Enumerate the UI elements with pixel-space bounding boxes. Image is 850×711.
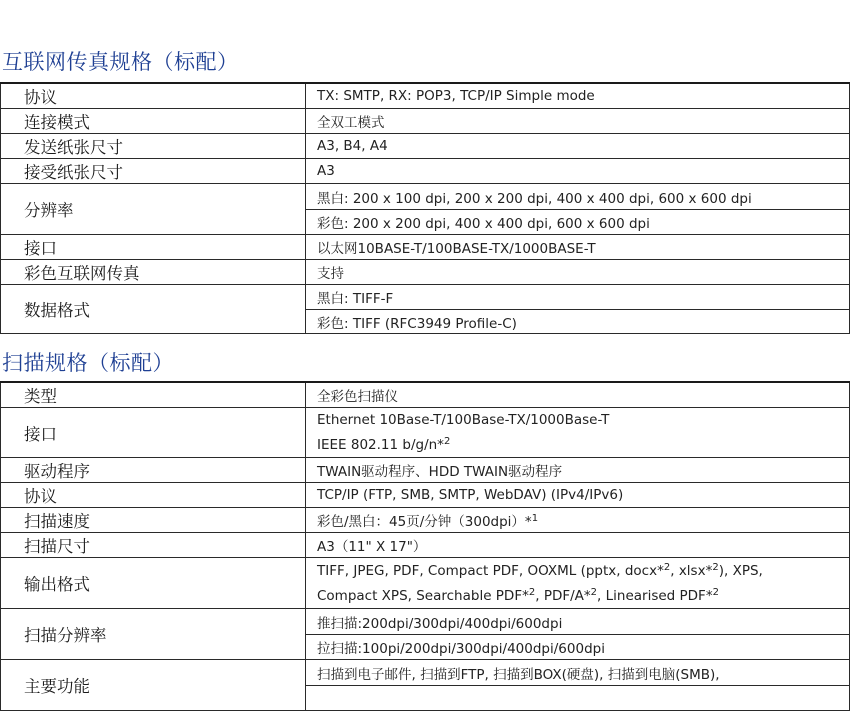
row-value-text: IEEE 802.11 b/g/n* bbox=[317, 437, 444, 454]
row-value bbox=[306, 584, 850, 609]
row-label: 分辨率 bbox=[1, 184, 306, 235]
row-label: 输出格式 bbox=[1, 558, 306, 609]
table-row bbox=[1, 408, 850, 433]
table-row bbox=[1, 109, 850, 134]
row-label: 类型 bbox=[1, 382, 306, 408]
row-value: TCP/IP (FTP, SMB, SMTP, WebDAV) (IPv4/IPv6) bbox=[306, 483, 850, 508]
row-value: A3, B4, A4 bbox=[306, 134, 850, 159]
row-label: 主要功能 bbox=[1, 660, 306, 711]
row-value: TX: SMTP, RX: POP3, TCP/IP Simple mode bbox=[306, 83, 850, 109]
row-value bbox=[306, 686, 850, 711]
row-label: 数据格式 bbox=[1, 285, 306, 334]
table-row bbox=[1, 458, 850, 483]
row-value: 扫描到电子邮件, 扫描到FTP, 扫描到BOX(硬盘), 扫描到电脑(SMB), bbox=[306, 660, 850, 686]
row-value bbox=[306, 558, 850, 584]
row-label: 接口 bbox=[1, 235, 306, 260]
footnote-mark: 2 bbox=[528, 587, 536, 599]
table-row bbox=[1, 533, 850, 558]
row-value bbox=[306, 508, 850, 533]
footnote-mark: 2 bbox=[712, 587, 719, 599]
row-value: A3 bbox=[306, 159, 850, 184]
row-label: 扫描分辨率 bbox=[1, 609, 306, 660]
table-row bbox=[1, 508, 850, 533]
row-label: 扫描速度 bbox=[1, 508, 306, 533]
scan-spec-table bbox=[0, 381, 850, 711]
row-value: 彩色: TIFF (RFC3949 Profile-C) bbox=[306, 310, 850, 334]
row-value-text: 彩色/黑白：45页/分钟（300dpi）* bbox=[317, 514, 532, 530]
row-value: 彩色: 200 x 200 dpi, 400 x 400 dpi, 600 x 600 dpi bbox=[306, 210, 850, 235]
footnote-mark: 2 bbox=[443, 436, 451, 448]
row-value-text: , xlsx* bbox=[670, 563, 713, 580]
footnote-mark: 2 bbox=[590, 587, 598, 599]
table-row bbox=[1, 483, 850, 508]
table-row bbox=[1, 260, 850, 285]
row-value-text: , PDF/A* bbox=[535, 588, 591, 605]
row-value: Ethernet 10Base-T/100Base-TX/1000Base-T bbox=[306, 408, 850, 433]
row-label: 连接模式 bbox=[1, 109, 306, 134]
row-value-text: ), XPS, bbox=[718, 563, 763, 580]
footnote-mark: 2 bbox=[712, 562, 719, 574]
table-row bbox=[1, 83, 850, 109]
row-label: 彩色互联网传真 bbox=[1, 260, 306, 285]
footnote-mark: 2 bbox=[663, 562, 671, 574]
row-label: 接受纸张尺寸 bbox=[1, 159, 306, 184]
row-value: 黑白: TIFF-F bbox=[306, 285, 850, 310]
table-row bbox=[1, 660, 850, 686]
row-label: 发送纸张尺寸 bbox=[1, 134, 306, 159]
table-row bbox=[1, 134, 850, 159]
row-value: TWAIN驱动程序、HDD TWAIN驱动程序 bbox=[306, 458, 850, 483]
row-value: A3（11" X 17"） bbox=[306, 533, 850, 558]
row-value: 全彩色扫描仪 bbox=[306, 382, 850, 408]
table-row bbox=[1, 558, 850, 584]
row-value: 全双工模式 bbox=[306, 109, 850, 134]
row-label: 扫描尺寸 bbox=[1, 533, 306, 558]
row-value bbox=[306, 433, 850, 458]
row-label: 接口 bbox=[1, 408, 306, 458]
fax-section-title: 互联网传真规格（标配） bbox=[2, 50, 239, 74]
row-value-text: TIFF, JPEG, PDF, Compact PDF, OOXML (pptx, docx* bbox=[317, 563, 664, 580]
footnote-mark: 1 bbox=[531, 513, 539, 524]
row-value: 推扫描:200dpi/300dpi/400dpi/600dpi bbox=[306, 609, 850, 635]
table-row bbox=[1, 285, 850, 310]
fax-spec-table bbox=[0, 82, 850, 334]
table-row bbox=[1, 235, 850, 260]
row-label: 协议 bbox=[1, 483, 306, 508]
row-label: 驱动程序 bbox=[1, 458, 306, 483]
row-value-text: , Linearised PDF* bbox=[597, 588, 713, 605]
row-label: 协议 bbox=[1, 83, 306, 109]
scan-section-title: 扫描规格（标配） bbox=[2, 351, 174, 375]
table-row bbox=[1, 159, 850, 184]
row-value-text: Compact XPS, Searchable PDF* bbox=[317, 588, 529, 605]
row-value: 黑白: 200 x 100 dpi, 200 x 200 dpi, 400 x 400 dpi, 600 x 600 dpi bbox=[306, 184, 850, 210]
table-row bbox=[1, 609, 850, 635]
table-row bbox=[1, 382, 850, 408]
row-value: 支持 bbox=[306, 260, 850, 285]
row-value: 以太网10BASE-T/100BASE-TX/1000BASE-T bbox=[306, 235, 850, 260]
table-row bbox=[1, 184, 850, 210]
row-value: 拉扫描:100pi/200dpi/300dpi/400dpi/600dpi bbox=[306, 635, 850, 660]
